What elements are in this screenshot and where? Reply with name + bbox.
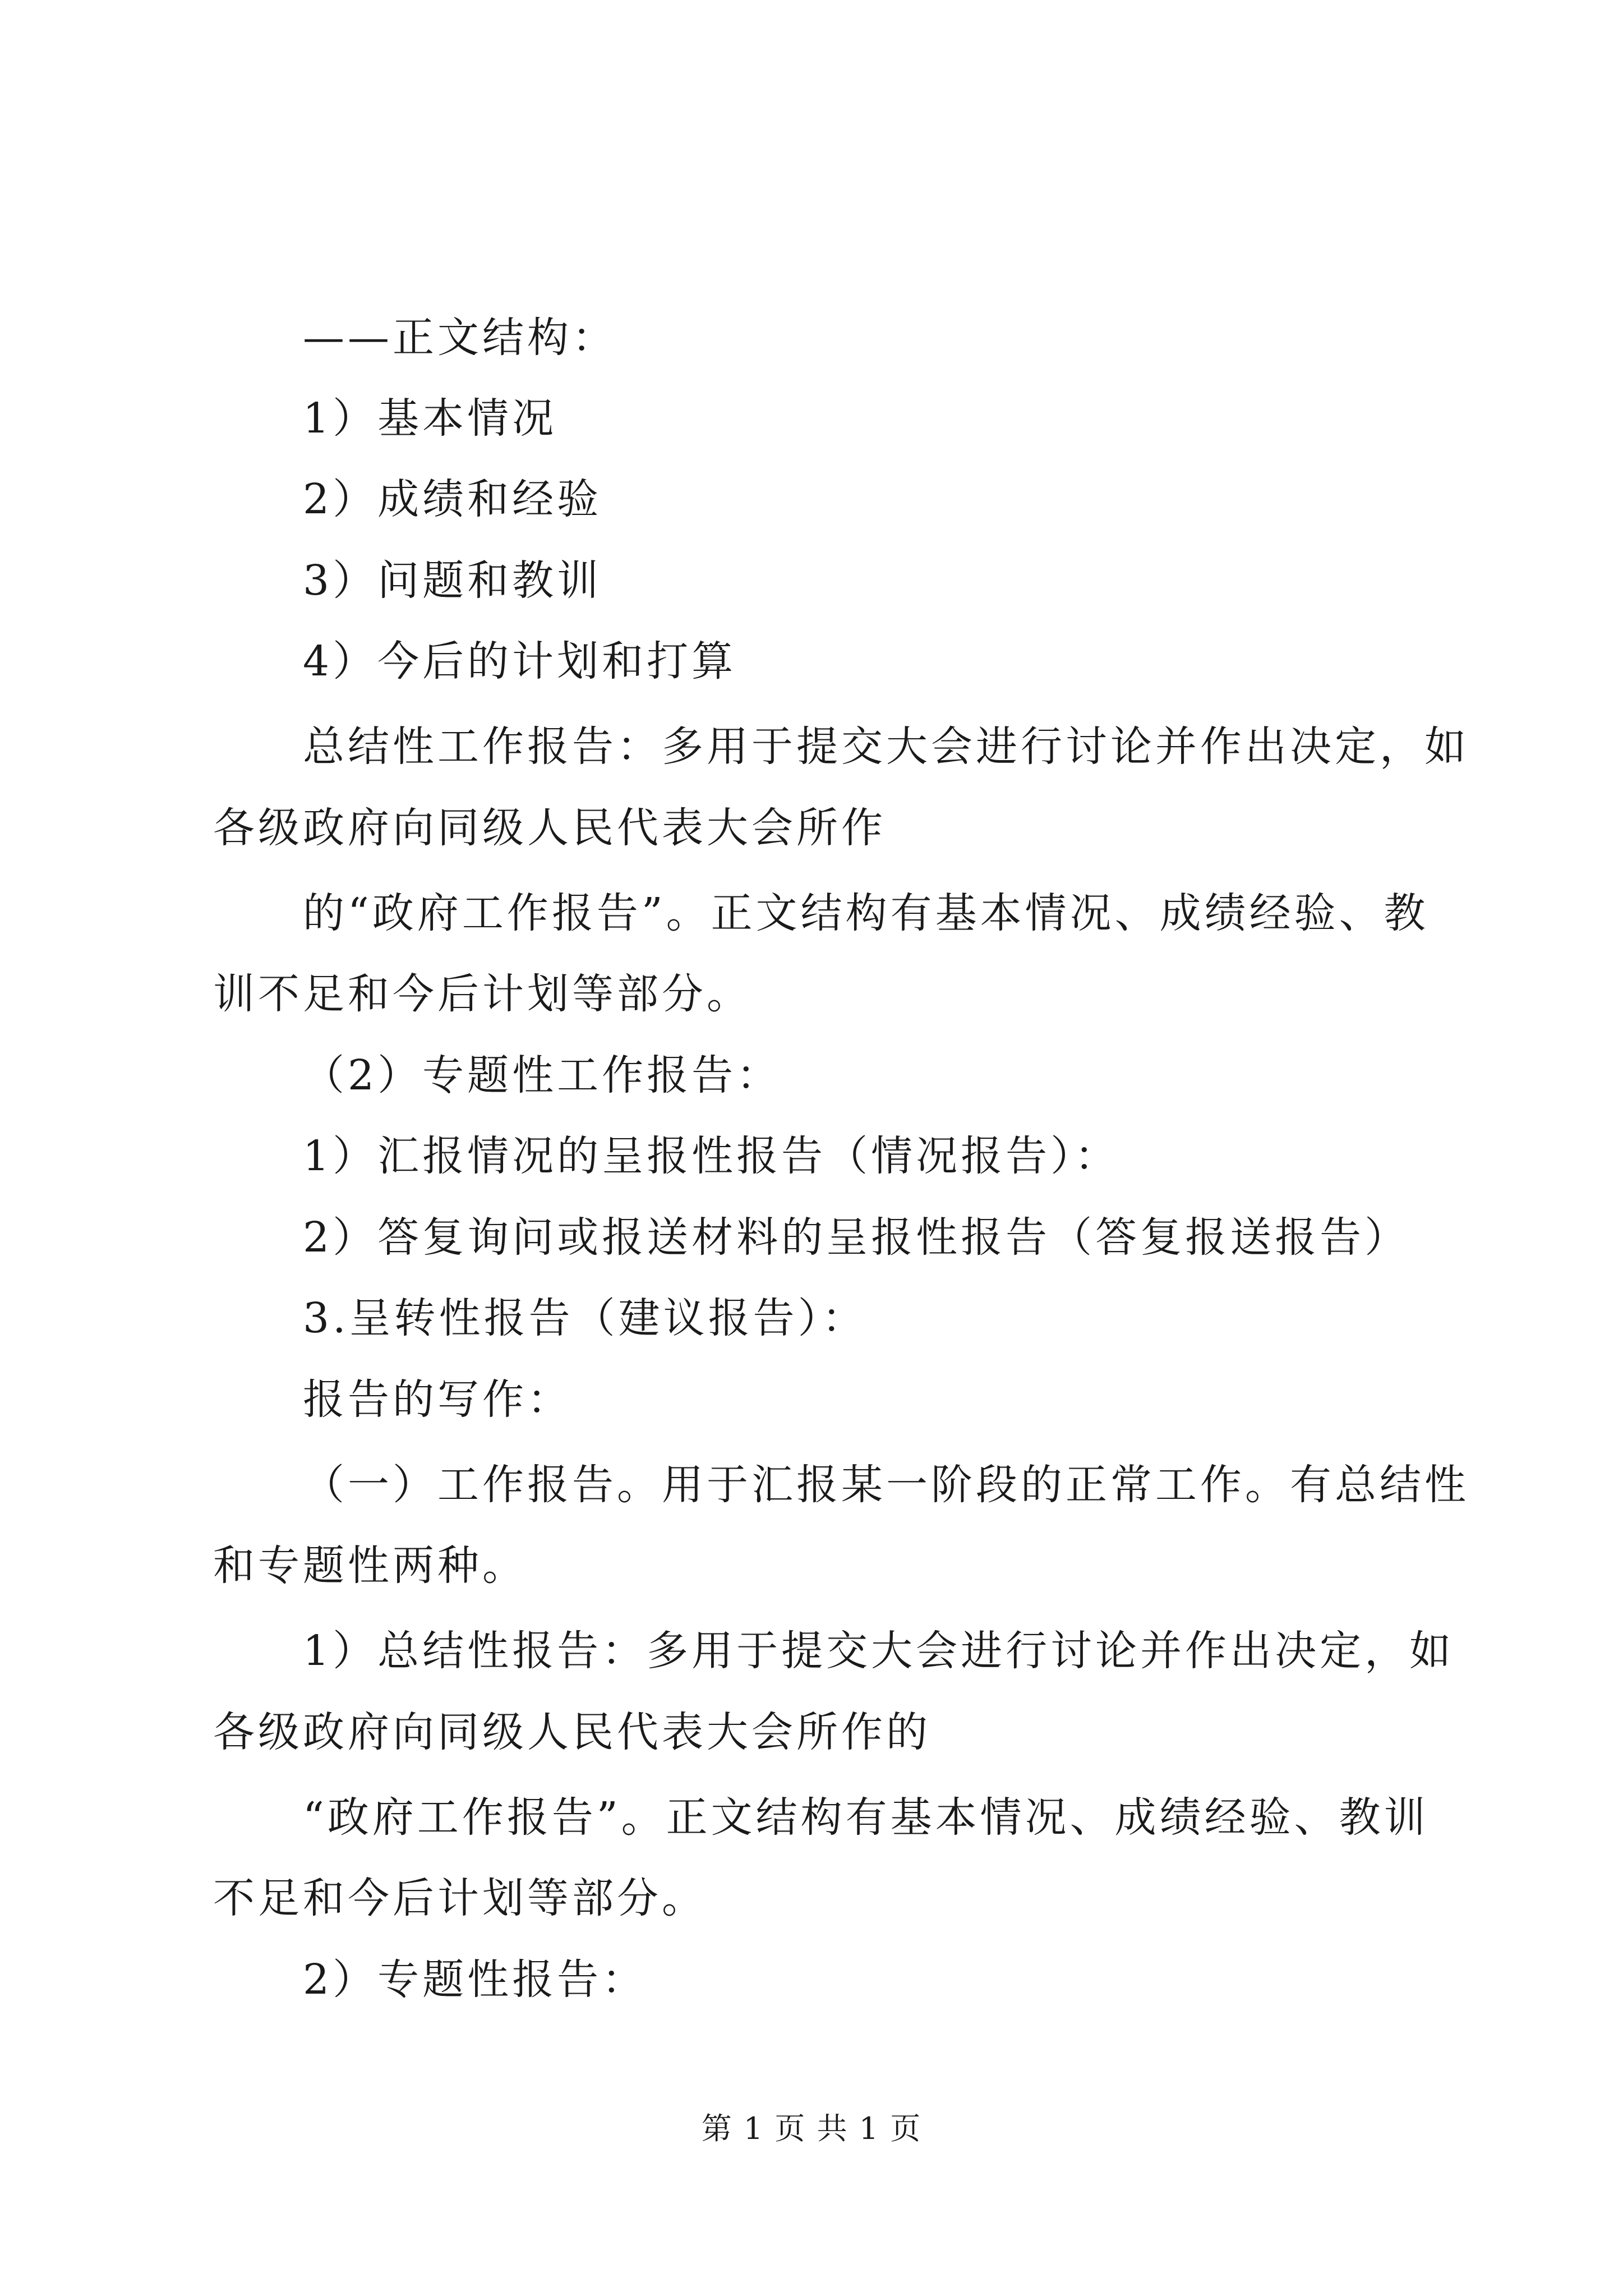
text-line: 总结性工作报告：多用于提交大会进行讨论并作出决定，如 <box>303 723 1469 771</box>
text-line: 1）总结性报告：多用于提交大会进行讨论并作出决定，如 <box>303 1627 1455 1675</box>
text-line: 3.呈转性报告（建议报告）： <box>303 1294 867 1342</box>
text-line: （2）专题性工作报告： <box>303 1051 782 1099</box>
text-line: 的“政府工作报告”。正文结构有基本情况、成绩经验、教 <box>303 889 1429 937</box>
text-line: 2）专题性报告： <box>303 1955 647 2004</box>
text-line: 2）答复询问或报送材料的呈报性报告（答复报送报告） <box>303 1213 1410 1262</box>
text-line: 3）问题和教训 <box>303 556 602 605</box>
text-line: 各级政府向同级人民代表大会所作的 <box>213 1708 931 1756</box>
text-line: 报告的写作： <box>303 1375 572 1424</box>
text-line: ——正文结构： <box>303 314 617 362</box>
text-line: 2）成绩和经验 <box>303 475 602 523</box>
page-number-footer: 第 1 页 共 1 页 <box>701 2111 922 2146</box>
text-line: 1）汇报情况的呈报性报告（情况报告）： <box>303 1132 1120 1180</box>
text-line: 不足和今后计划等部分。 <box>213 1874 707 1922</box>
text-line: 4）今后的计划和打算 <box>303 637 737 685</box>
text-line: 1）基本情况 <box>303 394 557 443</box>
text-line: 各级政府向同级人民代表大会所作 <box>213 804 886 852</box>
text-line: 训不足和今后计划等部分。 <box>213 970 751 1018</box>
text-line: （一）工作报告。用于汇报某一阶段的正常工作。有总结性 <box>303 1461 1469 1509</box>
text-line: 和专题性两种。 <box>213 1542 527 1590</box>
text-line: “政府工作报告”。正文结构有基本情况、成绩经验、教训 <box>303 1793 1429 1842</box>
